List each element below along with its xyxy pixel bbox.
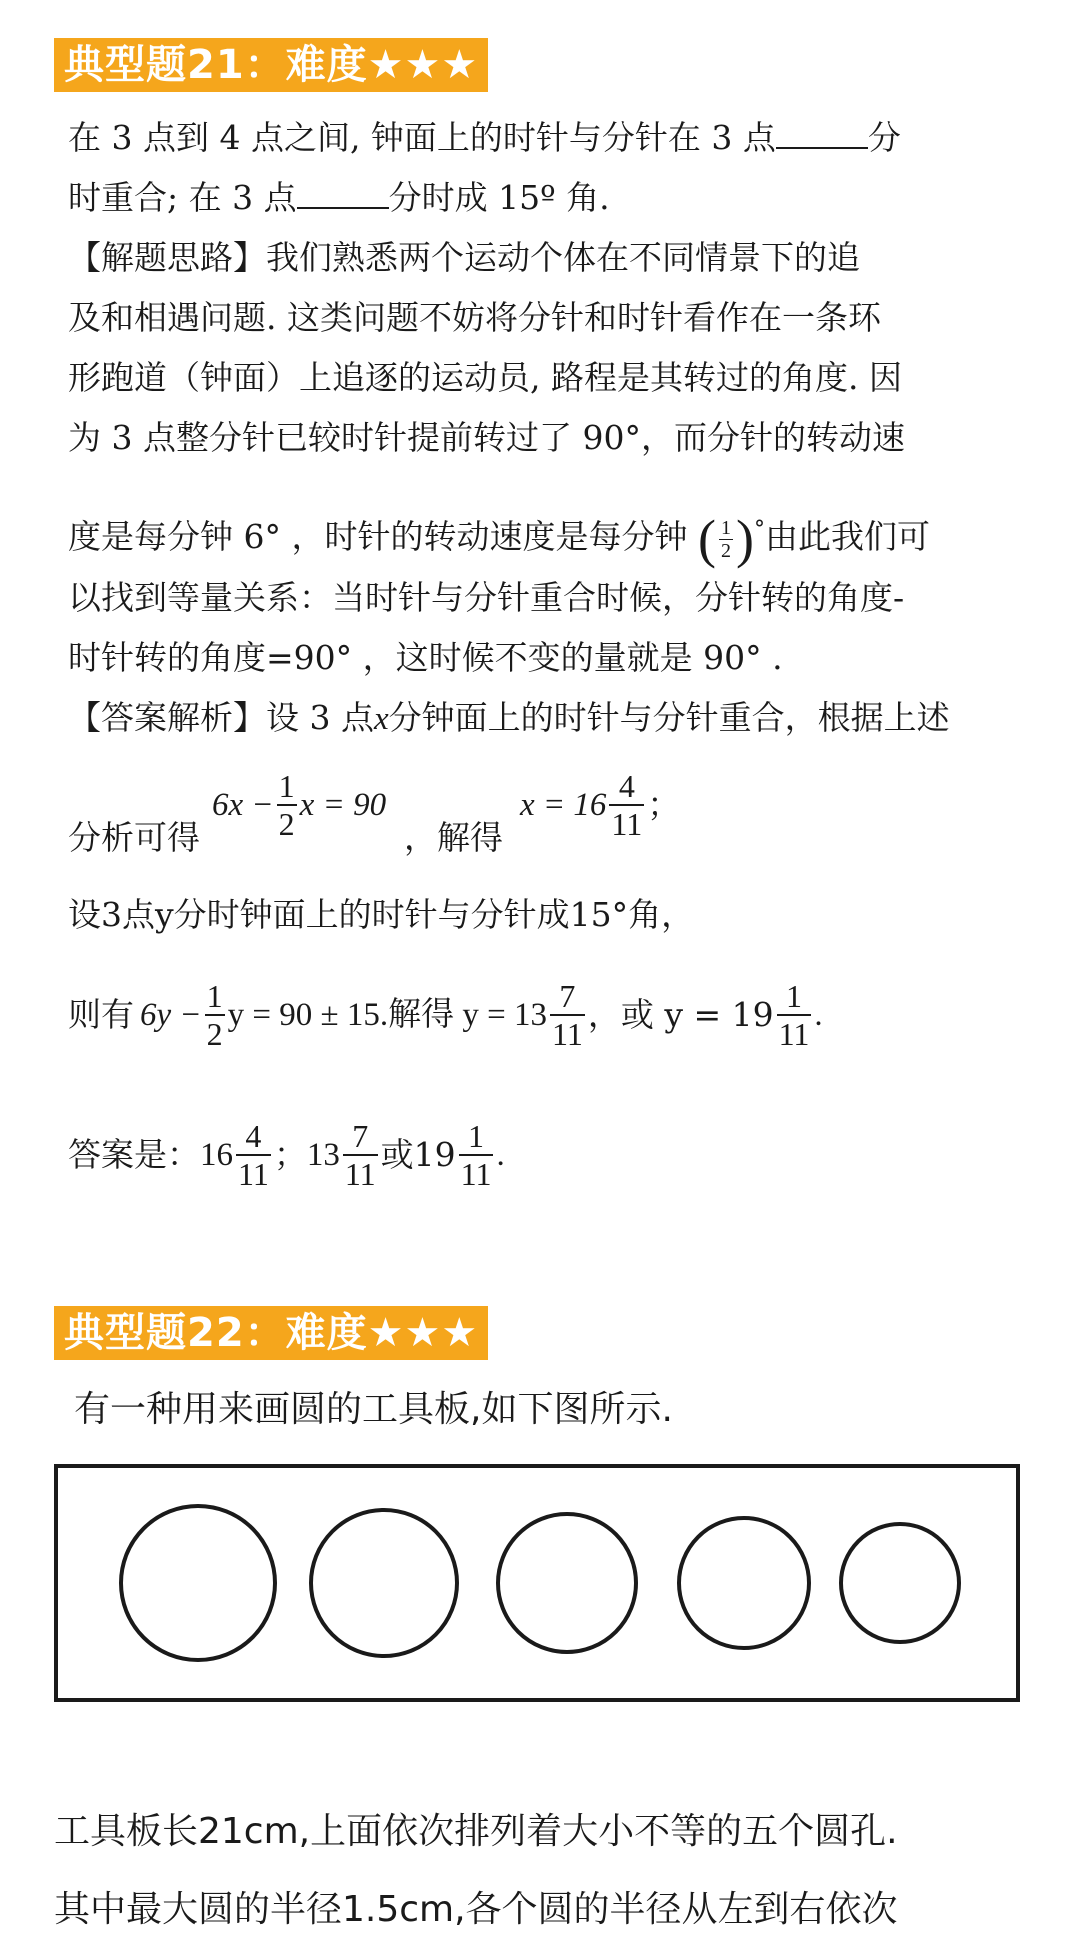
analysis-label: 分析可得 — [68, 818, 200, 857]
answer-blank-1 — [776, 121, 868, 149]
q22-body-line1: 工具板长21cm,上面依次排列着大小不等的五个圆孔. — [54, 1811, 898, 1852]
circle-tool-board-figure — [54, 1460, 1024, 1710]
half-degree-fraction: ( $\frac{1}{2}$ ) — [697, 509, 754, 569]
q22-difficulty-badge: 典型题22：难度★★★ — [54, 1306, 488, 1360]
solution-1: x = 16 $\frac{4}{11}$ ； — [520, 768, 681, 842]
relation-line-2: 时针转的角度=90° ，这时候不变的量就是 90° . — [68, 638, 783, 677]
thinking-line: 【解题思路】我们熟悉两个运动个体在不同情景下的追 — [68, 238, 860, 277]
speed-line: 度是每分钟 6° ，时针的转动速度是每分钟 ( $\frac{1}{2}$ ) °由此我们可 — [68, 509, 930, 569]
fraction-half: $\frac{1}{2}$ — [278, 768, 295, 842]
fraction-1-11: $\frac{1}{11}$ — [460, 1118, 492, 1192]
fraction-4-11: $\frac{4}{11}$ — [611, 768, 643, 842]
final-answer-line: 答案是： 16 $\frac{4}{11}$ ； 13 $\frac{7}{11}$ 或19 $\frac{1}{11}$ . — [68, 1118, 505, 1192]
thinking-line: 及和相遇问题. 这类问题不妨将分针和时针看作在一条环 — [68, 298, 881, 337]
fraction-7-11: $\frac{7}{11}$ — [552, 978, 583, 1052]
q22-prompt: 有一种用来画圆的工具板,如下图所示. — [74, 1389, 673, 1430]
thinking-line: 形跑道（钟面）上追逐的运动员, 路程是其转过的角度. 因 — [68, 358, 902, 397]
tool-board-outline — [56, 1466, 1018, 1700]
equation-2-line: 则有 6y − $\frac{1}{2}$ y = 90 ± 15.解得 y = 13 $\frac{7}{11}$ ，或 y = 19 $\frac{1}{11}$ . — [68, 978, 823, 1052]
fraction-half: $\frac{1}{2}$ — [206, 978, 223, 1052]
answer-blank-2 — [297, 181, 389, 209]
equation-1: 6x − $\frac{1}{2}$ x = 90 — [212, 768, 387, 842]
thinking-line: 为 3 点整分针已较时针提前转过了 90°，而分针的转动速 — [68, 418, 905, 457]
answer-analysis-line: 【答案解析】设 3 点x分钟面上的时针与分针重合，根据上述 — [68, 698, 950, 737]
q21-prompt-line1: 在 3 点到 4 点之间, 钟面上的时针与分针在 3 点 分 — [68, 118, 901, 157]
fraction-4-11: $\frac{4}{11}$ — [238, 1118, 269, 1192]
q22-body-line2: 其中最大圆的半径1.5cm,各个圆的半径从左到右依次 — [54, 1889, 898, 1930]
solve-label: ，解得 — [404, 818, 503, 857]
q21-difficulty-badge: 典型题21：难度★★★ — [54, 38, 488, 92]
fraction-1-11: $\frac{1}{11}$ — [778, 978, 810, 1052]
q21-prompt-line2: 时重合; 在 3 点 分时成 15º 角. — [68, 178, 610, 217]
relation-line-1: 以找到等量关系：当时针与分针重合时候，分针转的角度- — [68, 578, 905, 617]
fraction-7-11: $\frac{7}{11}$ — [344, 1118, 376, 1192]
set-y-line: 设3点y分时钟面上的时针与分针成15°角， — [68, 895, 695, 934]
